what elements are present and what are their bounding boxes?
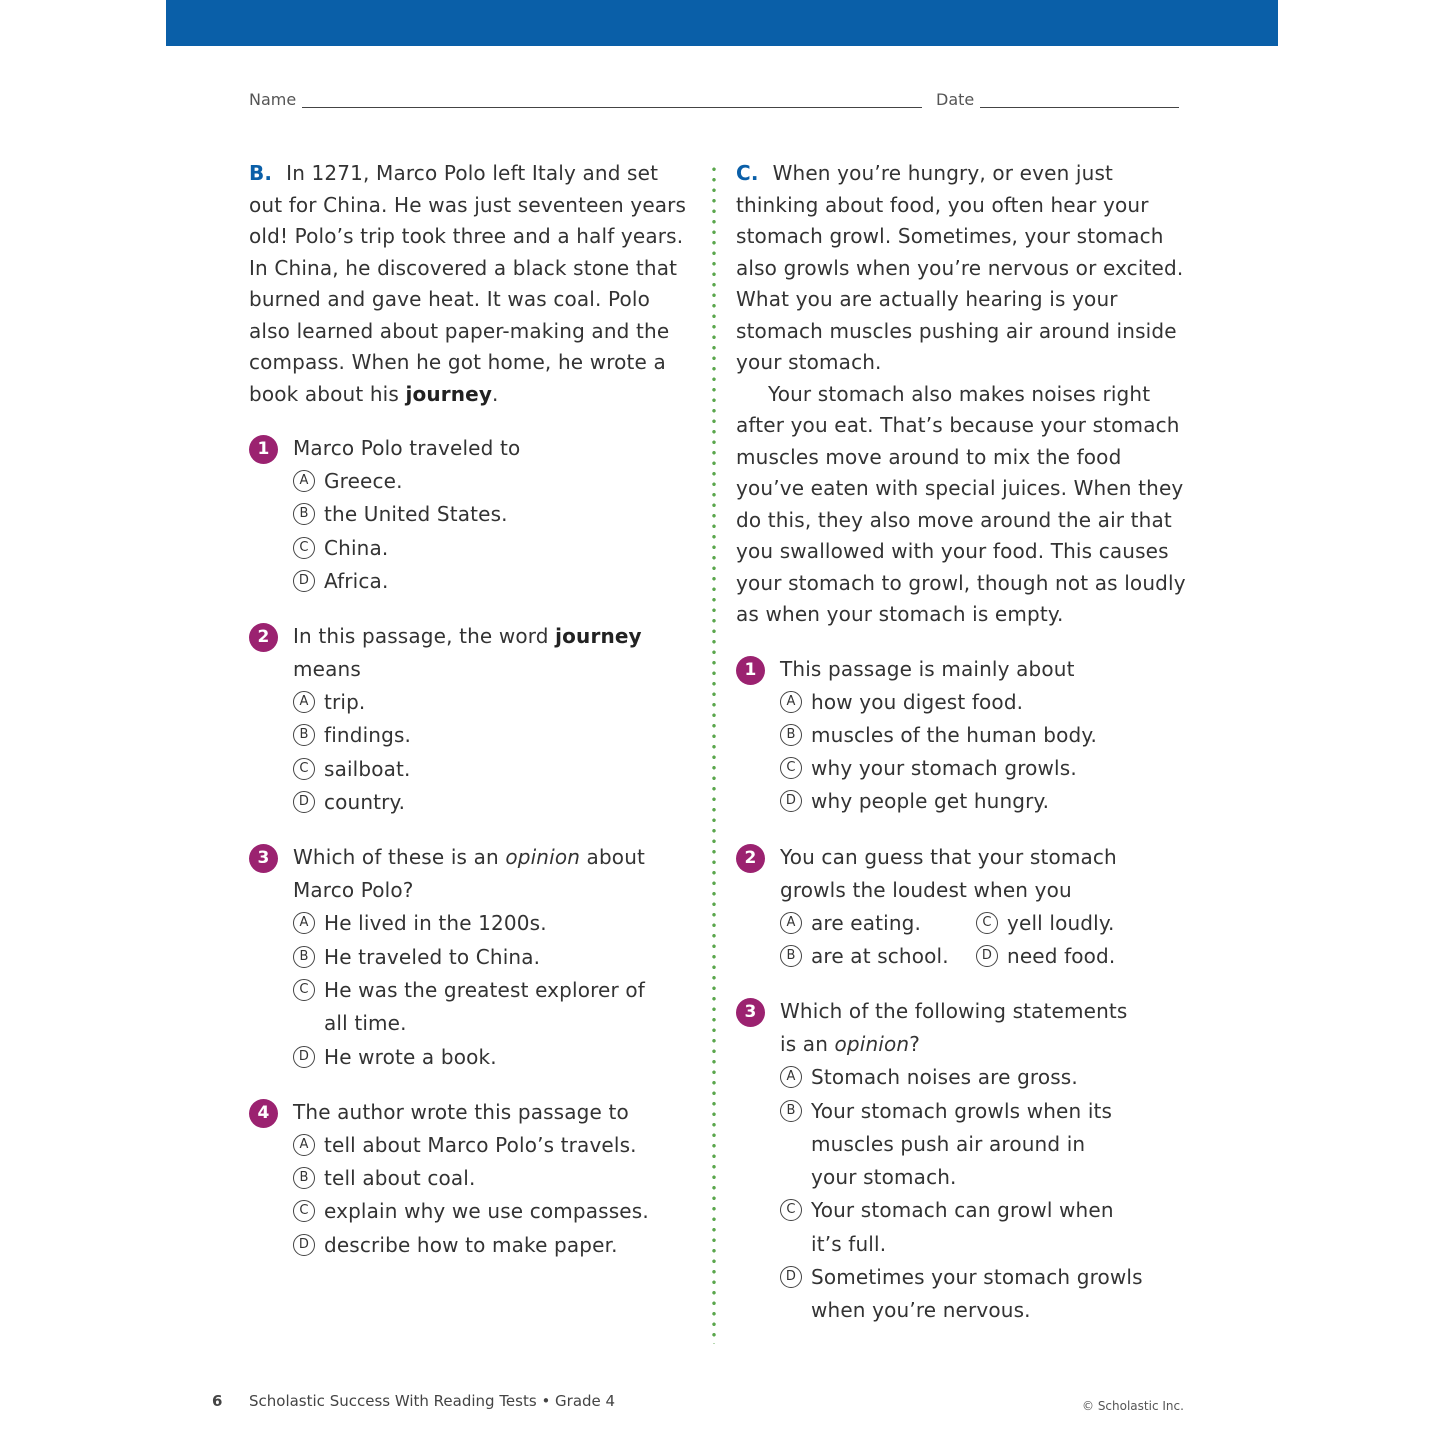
question-stem: The author wrote this passage to <box>293 1099 629 1124</box>
question-b1 <box>249 432 694 598</box>
answer-bubble-icon[interactable]: B <box>293 1167 315 1189</box>
answer-option[interactable] <box>780 785 1186 818</box>
option-text: Sometimes your stomach growls when you’re nervous. <box>811 1265 1143 1323</box>
question-stem <box>293 841 694 907</box>
answer-bubble-icon[interactable]: B <box>293 503 315 525</box>
stem-text: Which of these is an <box>293 845 506 870</box>
answer-bubble-icon[interactable]: A <box>293 1134 315 1156</box>
answer-bubble-icon[interactable]: A <box>780 912 802 934</box>
answer-bubble-icon[interactable]: B <box>293 946 315 968</box>
option-text: Your stomach can growl when it’s full. <box>811 1198 1114 1256</box>
answer-option[interactable] <box>780 1194 1131 1261</box>
option-text: need food. <box>1007 943 1116 968</box>
answer-options-grid <box>780 907 1186 974</box>
answer-bubble-icon[interactable]: D <box>293 1234 315 1256</box>
answer-bubble-icon[interactable]: D <box>293 570 315 592</box>
section-b-letter: B. <box>249 161 273 185</box>
question-c2 <box>736 841 1186 974</box>
answer-bubble-icon[interactable]: B <box>780 945 802 967</box>
section-b <box>249 158 694 1262</box>
section-b-passage <box>249 158 694 410</box>
passage-paragraph-1: When you’re hungry, or even just thinking about food, you often hear your stomach growl. Sometimes, your stomach also growls when you’re nervous or excited. What you are actually hearing is your stomach muscles pushing air around inside your stomach. <box>736 161 1184 374</box>
answer-option[interactable] <box>976 940 1176 973</box>
question-number-badge: 4 <box>249 1099 278 1128</box>
option-text: Greece. <box>324 469 403 493</box>
option-text: He lived in the 1200s. <box>324 911 547 936</box>
answer-option[interactable] <box>780 940 976 973</box>
answer-option[interactable] <box>293 974 654 1041</box>
option-text: why your stomach growls. <box>811 756 1077 781</box>
question-number-badge: 2 <box>249 623 278 652</box>
passage-bold-word: journey <box>405 381 493 406</box>
name-date-row <box>249 88 1179 112</box>
question-stem: You can guess that your stomach growls the loudest when you <box>780 844 1117 902</box>
question-b4 <box>249 1096 694 1262</box>
name-label: Name <box>249 90 297 109</box>
answer-option[interactable] <box>293 753 694 786</box>
passage-paragraph-2: Your stomach also makes noises right after you eat. That’s because your stomach muscles move around to mix the food you’ve eaten with special juices. When they do this, they also move around the air that you swallowed with your food. This causes your stomach to growl, though not as loudly as when your stomach is empty. <box>736 381 1186 626</box>
stem-text: Which of the following statements is an <box>780 999 1128 1057</box>
answer-option[interactable] <box>780 752 1186 785</box>
answer-option[interactable] <box>780 686 1186 719</box>
option-text: are eating. <box>811 910 922 935</box>
stem-italic-word: opinion <box>505 845 581 870</box>
answer-option[interactable] <box>293 1229 694 1262</box>
option-text: yell loudly. <box>1007 910 1115 935</box>
question-number-badge: 3 <box>736 998 765 1027</box>
header-band <box>166 0 1278 46</box>
question-stem: Marco Polo traveled to <box>293 436 521 460</box>
option-text: the United States. <box>324 502 508 527</box>
answer-bubble-icon[interactable]: A <box>293 691 315 713</box>
option-text: country. <box>324 790 406 815</box>
option-text: He traveled to China. <box>324 944 541 969</box>
option-text: sailboat. <box>324 756 411 781</box>
answer-option[interactable] <box>293 786 694 819</box>
footer-title: Scholastic Success With Reading Tests • Grade 4 <box>249 1392 616 1410</box>
page-number: 6 <box>212 1392 223 1410</box>
answer-bubble-icon[interactable]: D <box>976 945 998 967</box>
answer-bubble-icon[interactable]: C <box>293 1200 315 1222</box>
answer-bubble-icon[interactable]: A <box>293 470 315 492</box>
question-stem: This passage is mainly about <box>780 656 1075 681</box>
answer-bubble-icon[interactable]: C <box>976 912 998 934</box>
answer-bubble-icon[interactable]: D <box>780 790 802 812</box>
answer-bubble-icon[interactable]: C <box>293 758 315 780</box>
answer-option[interactable] <box>976 907 1176 940</box>
stem-text-end: means <box>293 657 361 682</box>
question-c3 <box>736 995 1186 1327</box>
option-text: Africa. <box>324 568 389 593</box>
answer-option[interactable] <box>293 1162 694 1195</box>
stem-italic-word: opinion <box>834 1032 910 1057</box>
question-c1 <box>736 653 1186 819</box>
answer-bubble-icon[interactable]: C <box>293 979 315 1001</box>
passage-text-end: . <box>492 381 499 406</box>
answer-bubble-icon[interactable]: D <box>780 1266 802 1288</box>
stem-bold-word: journey <box>555 624 642 649</box>
option-text: why people get hungry. <box>811 789 1050 814</box>
option-text: China. <box>324 535 389 560</box>
stem-text: In this passage, the word <box>293 624 556 649</box>
option-text: Stomach noises are gross. <box>811 1065 1078 1090</box>
answer-option[interactable] <box>293 1195 694 1228</box>
answer-option[interactable] <box>293 907 694 940</box>
question-number-badge: 1 <box>736 656 765 685</box>
answer-bubble-icon[interactable]: C <box>780 1199 802 1221</box>
answer-bubble-icon[interactable]: D <box>293 791 315 813</box>
question-stem <box>780 995 1140 1061</box>
question-stem <box>293 620 694 686</box>
option-text: trip. <box>324 690 366 715</box>
question-b3 <box>249 841 694 1073</box>
copyright: © Scholastic Inc. <box>1082 1399 1184 1413</box>
answer-option[interactable] <box>780 1061 1186 1094</box>
answer-bubble-icon[interactable]: B <box>780 1100 802 1122</box>
answer-option[interactable] <box>293 1041 694 1074</box>
answer-option[interactable] <box>293 719 694 752</box>
question-number-badge: 2 <box>736 844 765 873</box>
option-text: tell about coal. <box>324 1166 476 1191</box>
option-text: muscles of the human body. <box>811 722 1098 747</box>
answer-option[interactable] <box>293 565 694 598</box>
option-text: Your stomach growls when its muscles push air around in your stomach. <box>811 1098 1113 1190</box>
answer-option[interactable] <box>780 1095 1116 1195</box>
date-label: Date <box>936 90 975 109</box>
stem-text-end: ? <box>909 1032 920 1057</box>
answer-option[interactable] <box>293 498 694 531</box>
question-number-badge: 3 <box>249 844 278 873</box>
option-text: He was the greatest explorer of all time. <box>324 977 645 1036</box>
answer-bubble-icon[interactable]: B <box>293 724 315 746</box>
question-number-badge: 1 <box>249 435 278 464</box>
answer-option[interactable] <box>293 941 694 974</box>
option-text: findings. <box>324 723 412 748</box>
column-divider <box>712 164 716 1344</box>
option-text: tell about Marco Polo’s travels. <box>324 1132 637 1157</box>
answer-bubble-icon[interactable]: A <box>293 912 315 934</box>
date-line[interactable] <box>980 107 1179 108</box>
answer-bubble-icon[interactable]: A <box>780 691 802 713</box>
option-text: how you digest food. <box>811 689 1024 714</box>
stem-text-end: about Marco Polo? <box>293 845 646 903</box>
answer-bubble-icon[interactable]: D <box>293 1046 315 1068</box>
answer-option[interactable] <box>293 1129 694 1162</box>
section-c-letter: C. <box>736 161 759 185</box>
answer-option[interactable] <box>293 532 694 565</box>
answer-bubble-icon[interactable]: C <box>780 757 802 779</box>
answer-bubble-icon[interactable]: B <box>780 724 802 746</box>
answer-option[interactable] <box>780 907 976 940</box>
answer-option[interactable] <box>780 719 1186 752</box>
answer-option[interactable] <box>293 686 694 719</box>
question-b2 <box>249 620 694 819</box>
answer-option[interactable] <box>780 1261 1151 1328</box>
option-text: He wrote a book. <box>324 1044 497 1069</box>
section-c <box>736 158 1186 1328</box>
answer-option[interactable] <box>293 465 694 498</box>
option-text: describe how to make paper. <box>324 1232 618 1257</box>
passage-text: In 1271, Marco Polo left Italy and set out for China. He was just seventeen years old! Polo’s trip took three and a half years. In China, he discovered a black stone that burned and gave heat. It was coal. Polo also learned about paper-making and the compass. When he got home, he wrote a book about his <box>249 161 687 406</box>
option-text: explain why we use compasses. <box>324 1199 649 1224</box>
answer-bubble-icon[interactable]: C <box>293 537 315 559</box>
answer-bubble-icon[interactable]: A <box>780 1066 802 1088</box>
option-text: are at school. <box>811 943 949 968</box>
name-line[interactable] <box>302 107 922 108</box>
section-c-passage <box>736 158 1186 631</box>
